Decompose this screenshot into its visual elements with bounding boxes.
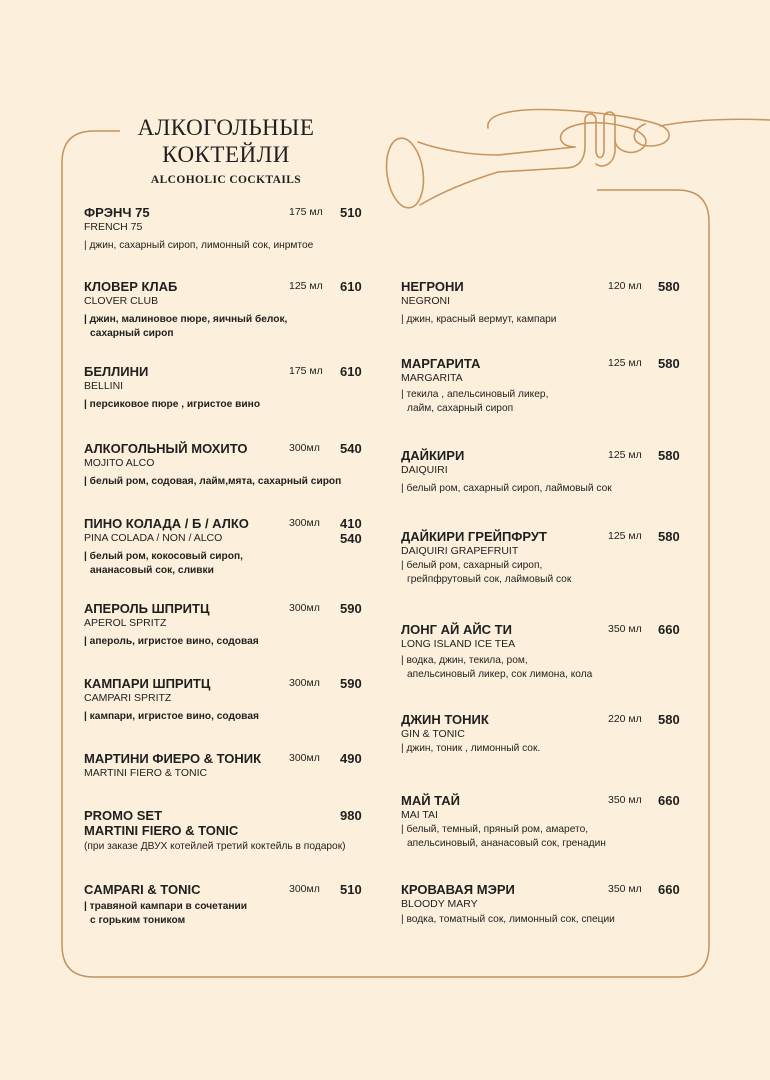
item-name: АПЕРОЛЬ ШПРИТЦ — [84, 601, 210, 616]
item-description: | водка, томатный сок, лимонный сок, специи — [401, 914, 615, 925]
menu-item-daiquiri — [401, 448, 681, 498]
item-english-name: NEGRONI — [401, 295, 451, 307]
item-english-name: CAMPARI SPRITZ — [84, 692, 172, 704]
item-name: ДАЙКИРИ ГРЕЙПФРУТ — [401, 529, 547, 544]
item-english-name: CLOVER CLUB — [84, 295, 159, 307]
item-name: ДАЙКИРИ — [401, 448, 465, 463]
item-description: | белый ром, кокосовый сироп, ананасовый сок, сливки — [84, 551, 243, 576]
item-price: 590 — [340, 601, 362, 616]
item-english-name: MARTINI FIERO & TONIC — [84, 767, 208, 779]
menu-item-french-75 — [84, 205, 364, 255]
item-english-name: BLOODY MARY — [401, 898, 478, 910]
menu-item-mojito-alco — [84, 441, 364, 491]
menu-item-promo-set — [84, 808, 374, 858]
item-name: ФРЭНЧ 75 — [84, 205, 150, 220]
item-description: | апероль, игристое вино, содовая — [84, 636, 259, 647]
item-volume: 300мл — [289, 442, 320, 454]
item-description: | джин, красный вермут, кампари — [401, 314, 557, 325]
menu-item-martini-fiero-tonic — [84, 751, 364, 783]
item-price: 580 — [658, 356, 680, 371]
item-name: КАМПАРИ ШПРИТЦ — [84, 676, 211, 691]
item-name: КЛОВЕР КЛАБ — [84, 279, 178, 294]
item-description: | белый ром, сахарный сироп, лаймовый сок — [401, 483, 612, 494]
item-price: 590 — [340, 676, 362, 691]
item-english-name: FRENCH 75 — [84, 221, 143, 233]
item-volume: 125 мл — [608, 449, 642, 461]
item-price: 490 — [340, 751, 362, 766]
item-name: ПИНО КОЛАДА / Б / АЛКО — [84, 516, 249, 531]
menu-item-pina-colada — [84, 516, 364, 576]
menu-item-bellini — [84, 364, 364, 414]
menu-title — [120, 114, 332, 186]
menu-item-aperol-spritz — [84, 601, 364, 651]
item-description: | белый, темный, пряный ром, амарето, апельсиновый, ананасовый сок, гренадин — [401, 824, 606, 849]
item-description: | белый ром, содовая, лайм,мята, сахарный сироп — [84, 476, 342, 487]
item-description: | кампари, игристое вино, содовая — [84, 711, 259, 722]
item-price: 510 — [340, 882, 362, 897]
item-price: 580 — [658, 529, 680, 544]
item-volume: 350 мл — [608, 883, 642, 895]
item-price: 610 — [340, 279, 362, 294]
item-english-name: APEROL SPRITZ — [84, 617, 167, 629]
menu-item-clover-club — [84, 279, 364, 339]
item-name: МАЙ ТАЙ — [401, 793, 461, 808]
item-volume: 220 мл — [608, 713, 642, 725]
item-english-name: MARGARITA — [401, 372, 463, 384]
item-volume: 300мл — [289, 883, 320, 895]
item-description: | джин, малиновое пюре, яичный белок, сахарный сироп — [84, 314, 288, 339]
item-price: 660 — [658, 622, 680, 637]
item-name: МАРГАРИТА — [401, 356, 481, 371]
item-name: БЕЛЛИНИ — [84, 364, 149, 379]
item-price: 610 — [340, 364, 362, 379]
item-volume: 175 мл — [289, 365, 323, 377]
item-price-alco: 540 — [340, 531, 362, 546]
item-english-name: LONG ISLAND ICE TEA — [401, 638, 516, 650]
item-name: КРОВАВАЯ МЭРИ — [401, 882, 515, 897]
menu-item-long-island-ice-tea — [401, 622, 681, 682]
item-description: | текила , апельсиновый ликер, лайм, сахарный сироп — [401, 389, 549, 414]
item-name: АЛКОГОЛЬНЫЙ МОХИТО — [84, 441, 248, 456]
item-price: 980 — [340, 808, 362, 823]
item-price: 660 — [658, 793, 680, 808]
menu-item-negroni — [401, 279, 681, 329]
item-volume: 300мл — [289, 752, 320, 764]
item-english-name: BELLINI — [84, 380, 124, 392]
title-subtitle: ALCOHOLIC COCKTAILS — [150, 174, 302, 186]
item-price: 580 — [658, 712, 680, 727]
menu-item-bloody-mary — [401, 882, 681, 932]
menu-item-gin-tonic — [401, 712, 681, 762]
item-volume: 125 мл — [608, 530, 642, 542]
item-volume: 120 мл — [608, 280, 642, 292]
item-price: 580 — [658, 448, 680, 463]
item-description: | водка, джин, текила, ром, апельсиновый ликер, сок лимона, кола — [401, 655, 593, 680]
item-price: 510 — [340, 205, 362, 220]
item-english-name: DAIQUIRI — [401, 464, 448, 476]
item-volume: 175 мл — [289, 206, 323, 218]
item-volume: 350 мл — [608, 623, 642, 635]
item-price: 580 — [658, 279, 680, 294]
item-description: | джин, сахарный сироп, лимонный сок, инрмтое — [84, 240, 314, 251]
item-description: | джин, тоник , лимонный сок. — [401, 743, 541, 754]
item-name: PROMO SET — [84, 808, 163, 823]
item-promo-note: (при заказе ДВУХ котейлей третий коктейль в подарок) — [84, 841, 346, 852]
item-english-name: MOJITO ALCO — [84, 457, 155, 469]
item-name: ЛОНГ АЙ АЙС ТИ — [401, 622, 512, 637]
item-volume: 300мл — [289, 677, 320, 689]
trumpet-icon — [382, 110, 770, 211]
menu-item-mai-tai — [401, 793, 681, 853]
item-name: МАРТИНИ ФИЕРО & ТОНИК — [84, 751, 262, 766]
item-english-name: MAI TAI — [401, 809, 438, 821]
menu-item-daiquiri-grapefruit — [401, 529, 681, 589]
item-description: | травяной кампари в сочетании с горьким тоником — [84, 901, 248, 926]
item-volume: 300мл — [289, 517, 320, 529]
menu-item-campari-spritz — [84, 676, 364, 726]
menu-item-margarita — [401, 356, 681, 416]
item-english-name: DAIQUIRI GRAPEFRUIT — [401, 545, 519, 557]
item-english-name: GIN & TONIC — [401, 728, 465, 740]
item-name-line-2: MARTINI FIERO & TONIC — [84, 823, 239, 838]
item-price: 660 — [658, 882, 680, 897]
item-english-name: PINA COLADA / NON / ALCO — [84, 532, 223, 544]
item-price: 540 — [340, 441, 362, 456]
item-name: НЕГРОНИ — [401, 279, 464, 294]
item-volume: 350 мл — [608, 794, 642, 806]
menu-item-campari-tonic — [84, 882, 364, 932]
title-line-1: АЛКОГОЛЬНЫЕ — [137, 115, 315, 140]
title-line-2: КОКТЕЙЛИ — [162, 142, 290, 167]
item-name: CAMPARI & TONIC — [84, 882, 201, 897]
item-volume: 300мл — [289, 602, 320, 614]
item-description: | белый ром, сахарный сироп, грейпфрутовый сок, лаймовый сок — [401, 560, 572, 585]
item-volume: 125 мл — [289, 280, 323, 292]
item-description: | персиковое пюре , игристое вино — [84, 399, 261, 410]
item-volume: 125 мл — [608, 357, 642, 369]
item-price: 410 — [340, 516, 362, 531]
item-name: ДЖИН ТОНИК — [401, 712, 489, 727]
